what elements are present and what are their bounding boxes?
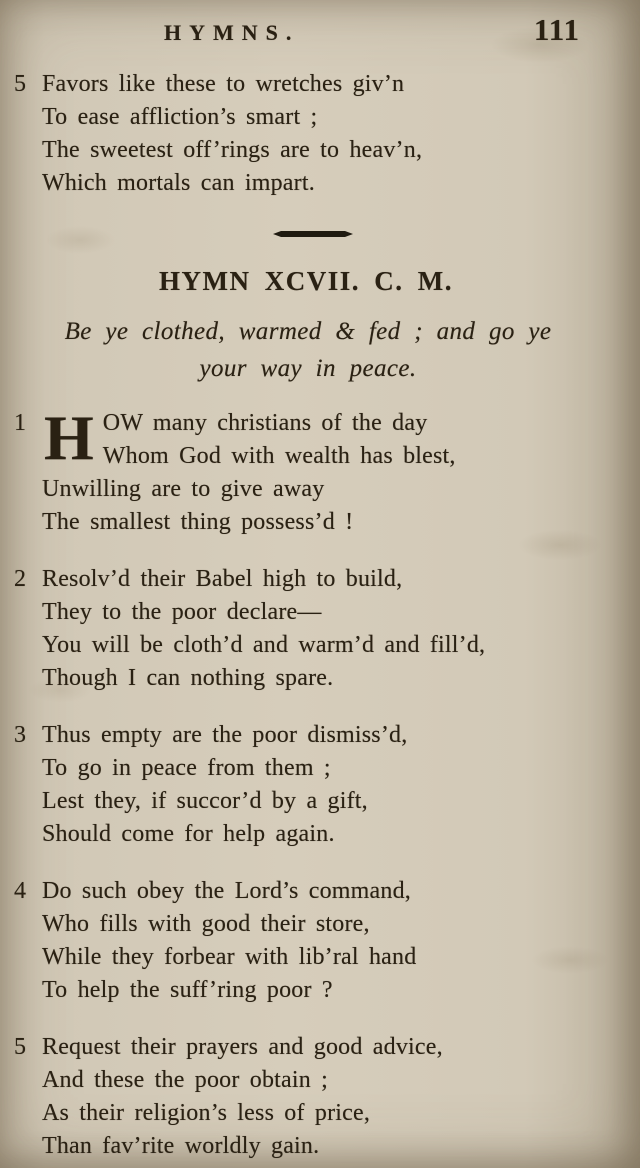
stanza-number: 5 [14,71,26,97]
running-title: HYMNS. [164,20,300,45]
stanza-lines [42,719,614,851]
stanza-line: Should come for help again. [42,821,335,847]
stanza-line: The sweetest off’rings are to heav’n, [42,137,423,163]
stanza-line: Request their prayers and good advice, [42,1034,443,1060]
stanza-line: Who fills with good their store, [42,911,370,937]
stanza-line: To go in peace from them ; [42,755,331,781]
prev-hymn-stanza [12,68,614,200]
stanza-lines [42,1031,614,1163]
stanza-line: Though I can nothing spare. [42,665,334,691]
stanza-line: The smallest thing possess’d ! [42,509,354,535]
hymn-stanza-5 [12,1031,614,1163]
stanza-lines [42,563,614,695]
stanza-number: 5 [14,1034,26,1060]
divider-wrap [12,224,614,242]
stanza-line: OW many christians of the day [102,410,428,436]
stanza-line: Favors like these to wretches giv’n [42,71,405,97]
stanza-number: 4 [14,878,26,904]
hymn-stanza-4 [12,875,614,1007]
stanza-line: Which mortals can impart. [42,170,315,196]
stanza-lines [42,875,614,1007]
hymn-stanza-2 [12,563,614,695]
stanza-line: They to the poor declare— [42,599,322,625]
stanza-line: Resolv’d their Babel high to build, [42,566,403,592]
epigraph-line: your way in peace. [199,355,417,382]
stanza-lines [42,68,614,200]
stanza-line: You will be cloth’d and warm’d and fill’d, [42,632,486,658]
hymn-stanza-1 [12,402,614,539]
stanza-number: 2 [14,566,26,592]
hymn-stanza-3 [12,719,614,851]
stanza-line: While they forbear with lib’ral hand [42,944,417,970]
stanza-number: 3 [14,722,26,748]
stanza-line: And these the poor obtain ; [42,1067,329,1093]
section-divider [273,231,353,237]
page-number: 111 [533,12,580,47]
stanza-lines [42,402,614,539]
stanza-line: Thus empty are the poor dismiss’d, [42,722,408,748]
stanza-number: 1 [14,410,26,436]
stanza-line: To help the suff’ring poor ? [42,977,333,1003]
page-header [12,12,614,58]
hymn-epigraph [12,313,604,387]
epigraph-line: Be ye clothed, warmed & fed ; and go ye [64,318,552,345]
stanza-line: Lest they, if succor’d by a gift, [42,788,368,814]
stanza-line: Than fav’rite worldly gain. [42,1133,320,1159]
hymn-title: HYMN XCVII. C. M. [159,266,453,296]
stanza-line: As their religion’s less of price, [42,1100,371,1126]
stanza-line: Whom God with wealth has blest, [102,443,456,469]
stanza-line: Do such obey the Lord’s command, [42,878,411,904]
stanza-line: To ease affliction’s smart ; [42,104,318,130]
stanza-line: Unwilling are to give away [42,476,325,502]
drop-cap-letter: H [44,402,94,473]
